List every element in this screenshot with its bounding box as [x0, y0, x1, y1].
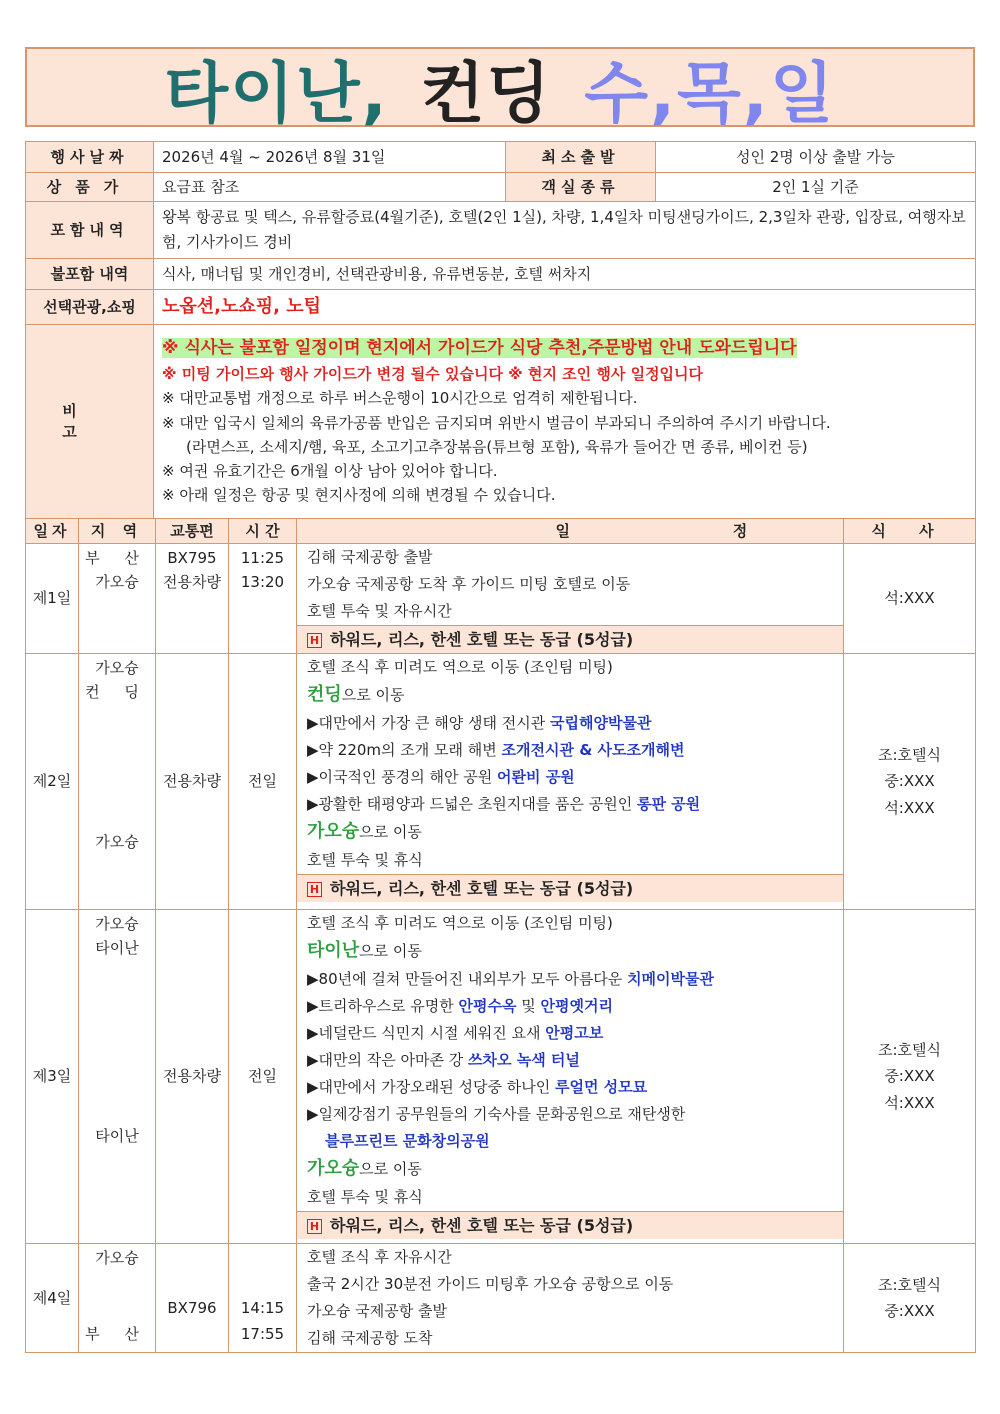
room-label: 객실종류 [506, 173, 656, 202]
itin-line: ▶네덜란드 식민지 시절 세워진 요새 안평고보 [307, 1024, 604, 1042]
day3-row [26, 910, 976, 1244]
hotel-icon: H [307, 882, 322, 897]
hdr-region: 지 역 [79, 519, 156, 544]
date-label: 행사날짜 [26, 142, 154, 173]
itin-line: 가오슝으로 이동 [307, 1158, 422, 1179]
day4-itinerary [297, 1244, 844, 1353]
note-bus: ※ 대만교통법 개정으로 하루 버스운행이 10시간으로 엄격히 제한됩니다. [162, 389, 638, 408]
day1-region: 부 산 가오슝 [79, 544, 156, 654]
itin-line: 호텔 투숙 및 휴식 [307, 851, 423, 869]
day2-row [26, 654, 976, 910]
note-change: ※ 아래 일정은 항공 및 현지사정에 의해 변경될 수 있습니다. [162, 486, 556, 505]
day2-itinerary [297, 654, 844, 910]
excl-value: 식사, 매너팁 및 개인경비, 선택관광비용, 유류변동분, 호텔 써차지 [154, 259, 976, 290]
day1-time: 11:25 13:20 [229, 544, 297, 654]
day1-row [26, 544, 976, 654]
schedule-table [25, 518, 976, 1353]
title-part2: 컨딩 [420, 54, 553, 132]
hdr-day: 일자 [26, 519, 79, 544]
itin-line: ▶이국적인 풍경의 해안 공원 어롼비 공원 [307, 768, 575, 786]
itin-line: ▶대만에서 가장 큰 해양 생태 전시관 국립해양박물관 [307, 714, 652, 732]
day2-region: 가오슝 컨 딩 가오슝 [79, 654, 156, 910]
min-label: 최소출발 [506, 142, 656, 173]
incl-label: 포함내역 [26, 202, 154, 259]
day4-label: 제4일 [26, 1244, 79, 1353]
day3-region: 가오슝 타이난 타이난 [79, 910, 156, 1244]
opt-label: 선택관광,쇼핑 [26, 290, 154, 325]
incl-value: 왕복 항공료 및 텍스, 유류할증료(4월기준), 호텔(2인 1실), 차량, 1,4일차 미팅샌딩가이드, 2,3일차 관광, 입장료, 여행자보험, 기사가이드 경비 [154, 202, 976, 259]
date-value: 2026년 4월 ~ 2026년 8월 31일 [154, 142, 506, 173]
itin-line: 호텔 투숙 및 휴식 [307, 1188, 423, 1206]
itin-line: ▶대만에서 가장오래된 성당중 하나인 루얼먼 성모묘 [307, 1078, 648, 1096]
itin-line: 호텔 조식 후 자유시간 [307, 1248, 452, 1266]
day2-meal: 조:호텔식 중:XXX 석:XXX [844, 654, 976, 910]
itinerary-page [25, 47, 975, 1353]
hdr-time: 시 간 [229, 519, 297, 544]
hdr-meal: 식 사 [844, 519, 976, 544]
page-title [25, 47, 975, 132]
itin-line: 타이난으로 이동 [307, 940, 422, 961]
note-meat-list: (라면스프, 소세지/햄, 육포, 소고기고추장볶음(튜브형 포함), 육류가 들어간 면 종류, 베이컨 등) [186, 437, 808, 456]
itin-line: 가오슝 국제공항 도착 후 가이드 미팅 호텔로 이동 [307, 575, 631, 593]
day2-time: 전일 [229, 654, 297, 910]
price-label: 상품가 [26, 173, 154, 202]
itin-line: 김해 국제공항 도착 [307, 1329, 433, 1347]
hotel-line: H 하워드, 리스, 한센 호텔 또는 동급 (5성급) [297, 625, 843, 653]
itin-line: 가오슝 국제공항 출발 [307, 1302, 447, 1320]
day1-meal: 석:XXX [844, 544, 976, 654]
note-passport: ※ 여권 유효기간은 6개월 이상 남아 있어야 합니다. [162, 462, 498, 481]
note-meal: ※ 식사는 불포함 일정이며 현지에서 가이드가 식당 추천,주문방법 안내 도와드립니다 [162, 338, 797, 359]
title-part3: 수,목,일 [584, 54, 836, 132]
day3-time: 전일 [229, 910, 297, 1244]
itin-line: ▶일제강점기 공무원들의 기숙사를 문화공원으로 재탄생한 [307, 1105, 686, 1123]
itin-line: 컨딩으로 이동 [307, 684, 405, 705]
itin-line: 가오슝으로 이동 [307, 821, 422, 842]
itin-line: ▶80년에 걸쳐 만들어진 내외부가 모두 아름다운 치메이박물관 [307, 970, 715, 988]
itin-line: ▶광활한 태평양과 드넓은 초원지대를 품은 공원인 롱판 공원 [307, 795, 701, 813]
day3-trans: 전용차량 [156, 910, 229, 1244]
hotel-line: H 하워드, 리스, 한센 호텔 또는 동급 (5성급) [297, 1211, 843, 1239]
day3-label: 제3일 [26, 910, 79, 1244]
day4-trans: BX796 [156, 1244, 229, 1353]
day2-label: 제2일 [26, 654, 79, 910]
itin-line: 호텔 투숙 및 자유시간 [307, 602, 452, 620]
info-table [25, 141, 976, 519]
itin-line: 김해 국제공항 출발 [307, 548, 433, 566]
opt-value: 노옵션,노쇼핑, 노팁 [154, 290, 976, 325]
itin-line: ▶대만의 작은 아마존 강 쓰차오 녹색 터널 [307, 1051, 580, 1069]
price-value: 요금표 참조 [154, 173, 506, 202]
day3-meal: 조:호텔식 중:XXX 석:XXX [844, 910, 976, 1244]
hotel-icon: H [307, 633, 322, 648]
note-label: 비 고 [26, 325, 154, 519]
itin-line: ▶트리하우스로 유명한 안평수옥 및 안평옛거리 [307, 997, 613, 1015]
itin-line: 출국 2시간 30분전 가이드 미팅후 가오슝 공항으로 이동 [307, 1275, 674, 1293]
itin-line: 호텔 조식 후 미려도 역으로 이동 (조인팀 미팅) [307, 914, 613, 932]
title-part1: 타이난, [164, 54, 389, 132]
itin-line: 블루프린트 문화창의공원 [325, 1132, 490, 1150]
hdr-trans: 교통편 [156, 519, 229, 544]
day4-row [26, 1244, 976, 1353]
notes [154, 325, 976, 519]
hotel-icon: H [307, 1219, 322, 1234]
day4-meal: 조:호텔식 중:XXX [844, 1244, 976, 1353]
day1-itinerary [297, 544, 844, 654]
min-value: 성인 2명 이상 출발 가능 [656, 142, 976, 173]
note-guide: ※ 미팅 가이드와 행사 가이드가 변경 될수 있습니다 ※ 현지 조인 행사 일정입니다 [162, 365, 704, 384]
hotel-line: H 하워드, 리스, 한센 호텔 또는 동급 (5성급) [297, 874, 843, 902]
day1-label: 제1일 [26, 544, 79, 654]
hdr-itinerary: 일 정 [297, 519, 844, 544]
note-meat: ※ 대만 입국시 일체의 육류가공품 반입은 금지되며 위반시 벌금이 부과되니 주의하여 주시기 바랍니다. [162, 413, 831, 432]
itin-line: ▶약 220m의 조개 모래 해변 조개전시관 & 사도조개해변 [307, 741, 685, 759]
excl-label: 불포함 내역 [26, 259, 154, 290]
day4-region: 가오슝 부 산 [79, 1244, 156, 1353]
day1-trans: BX795 전용차량 [156, 544, 229, 654]
itin-line: 호텔 조식 후 미려도 역으로 이동 (조인팀 미팅) [307, 658, 613, 676]
day2-trans: 전용차량 [156, 654, 229, 910]
day4-time: 14:15 17:55 [229, 1244, 297, 1353]
day3-itinerary [297, 910, 844, 1244]
room-value: 2인 1실 기준 [656, 173, 976, 202]
